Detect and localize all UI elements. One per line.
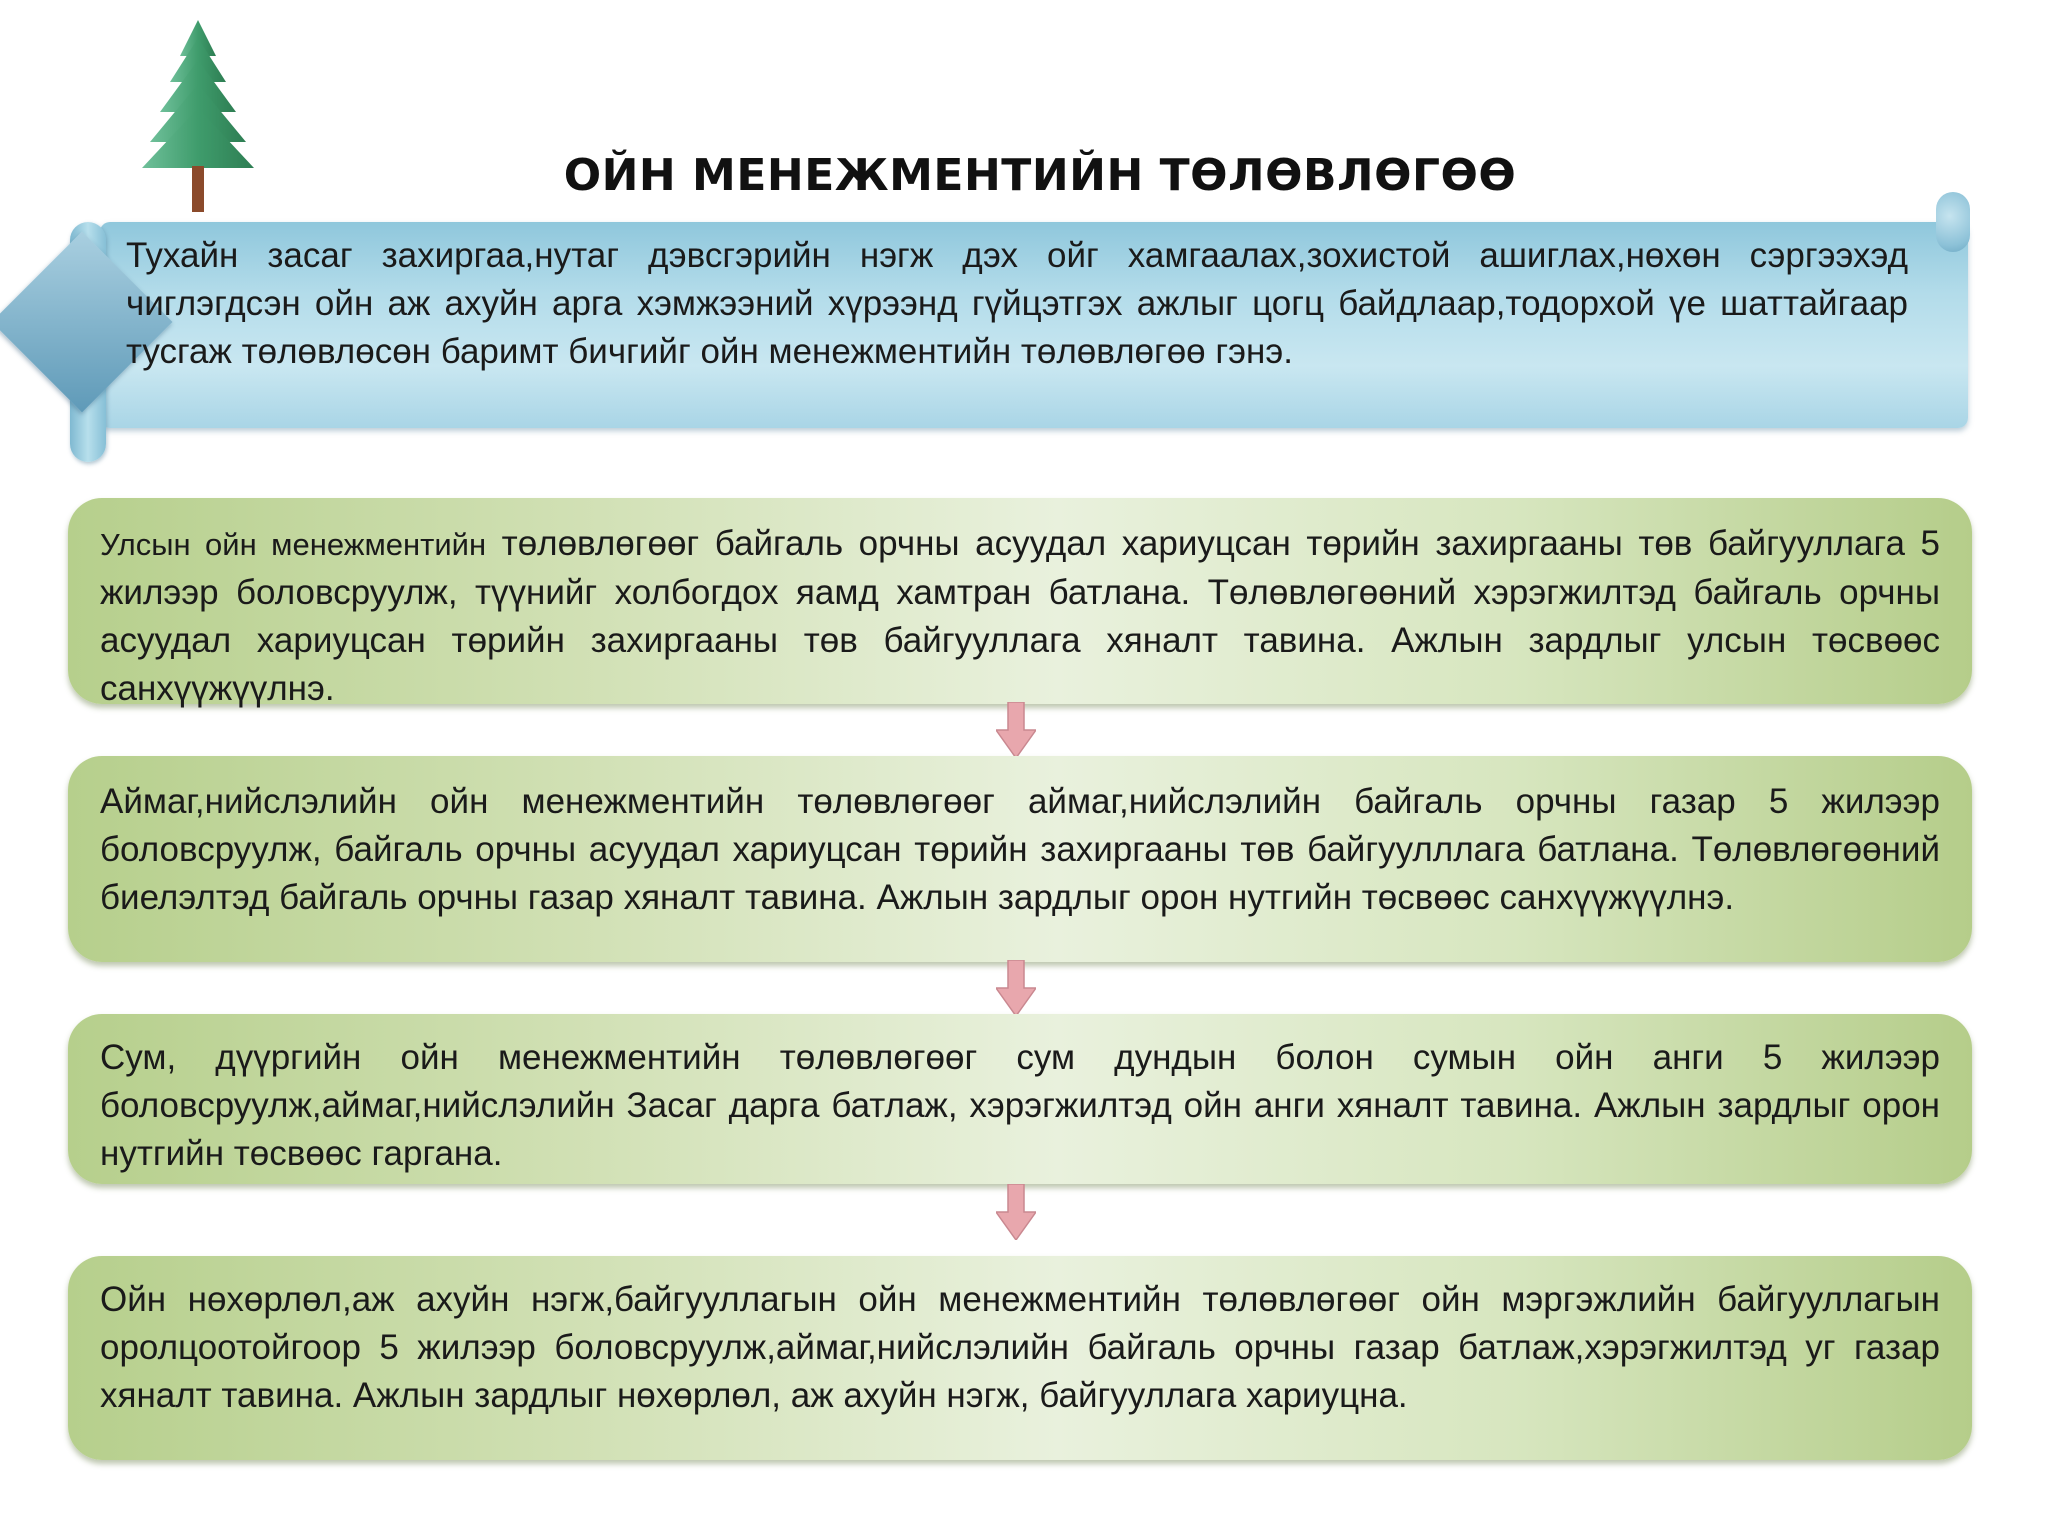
level-text-soum: Сум, дүүргийн ойн менежментийн төлөвлөгөөг сум дундын болон сумын ойн анги 5 жилээр боловсруулж,аймаг,нийслэлийн Засаг дарга батлаж, хэрэгжилтэд ойн анги хяналт тавина. Ажлын зардлыг орон нутгийн төсвөөс гаргана.: [100, 1038, 1940, 1173]
down-arrow-icon: [996, 1184, 1036, 1240]
down-arrow-icon: [996, 702, 1036, 758]
level-label-national: Улсын ойн менежментийн: [100, 527, 487, 562]
level-text-aimag: Аймаг,нийслэлийн ойн менежментийн төлөвлөгөөг аймаг,нийслэлийн байгаль орчны газар 5 жилээр боловсруулж, байгаль орчны асуудал хариуцсан төрийн захиргааны төв байгуулллага батлана. Төлөвлөгөөний биелэлтэд байгаль орчны газар хяналт тавина. Ажлын зардлыг орон нутгийн төсвөөс санхүүжүүлнэ.: [100, 782, 1940, 917]
definition-text: Тухайн засаг захиргаа,нутаг дэвсгэрийн нэгж дэх ойг хамгаалах,зохистой ашиглах,нөхөн сэргээхэд чиглэгдсэн ойн аж ахуйн арга хэмжээний хүрээнд гүйцэтгэх ажлыг цогц байдлаар,тодорхой үе шаттайгаар тусгаж төлөвлөсөн баримт бичгийг ойн менежментийн төлөвлөгөө гэнэ.: [126, 236, 1908, 371]
level-text-national: [100, 520, 1940, 713]
pine-tree-icon: [118, 16, 278, 216]
down-arrow-icon: [996, 960, 1036, 1016]
page-title: ОЙН МЕНЕЖМЕНТИЙН ТӨЛӨВЛӨГӨӨ: [563, 150, 1517, 201]
level-text-community: Ойн нөхөрлөл,аж ахуйн нэгж,байгууллагын ойн менежментийн төлөвлөгөөг ойн мэргэжлийн байгууллагын оролцоотойгоор 5 жилээр боловсруулж,аймаг,нийслэлийн байгаль орчны газар батлаж,хэрэгжилтэд уг газар хяналт тавина. Ажлын зардлыг нөхөрлөл, аж ахуйн нэгж, байгууллага хариуцна.: [100, 1280, 1940, 1415]
level-body-national: төлөвлөгөөг байгаль орчны асуудал хариуцсан төрийн захиргааны төв байгууллага 5 жилээр боловсруулж, түүнийг холбогдох яамд хамтран батлана. Төлөвлөгөөний хэрэгжилтэд байгаль орчны асуудал хариуцсан төрийн захиргааны төв байгууллага хяналт тавина. Ажлын зардлыг улсын төсвөөс санхүүжүүлнэ.: [100, 524, 1941, 708]
scroll-right-roll: [1936, 192, 1970, 252]
